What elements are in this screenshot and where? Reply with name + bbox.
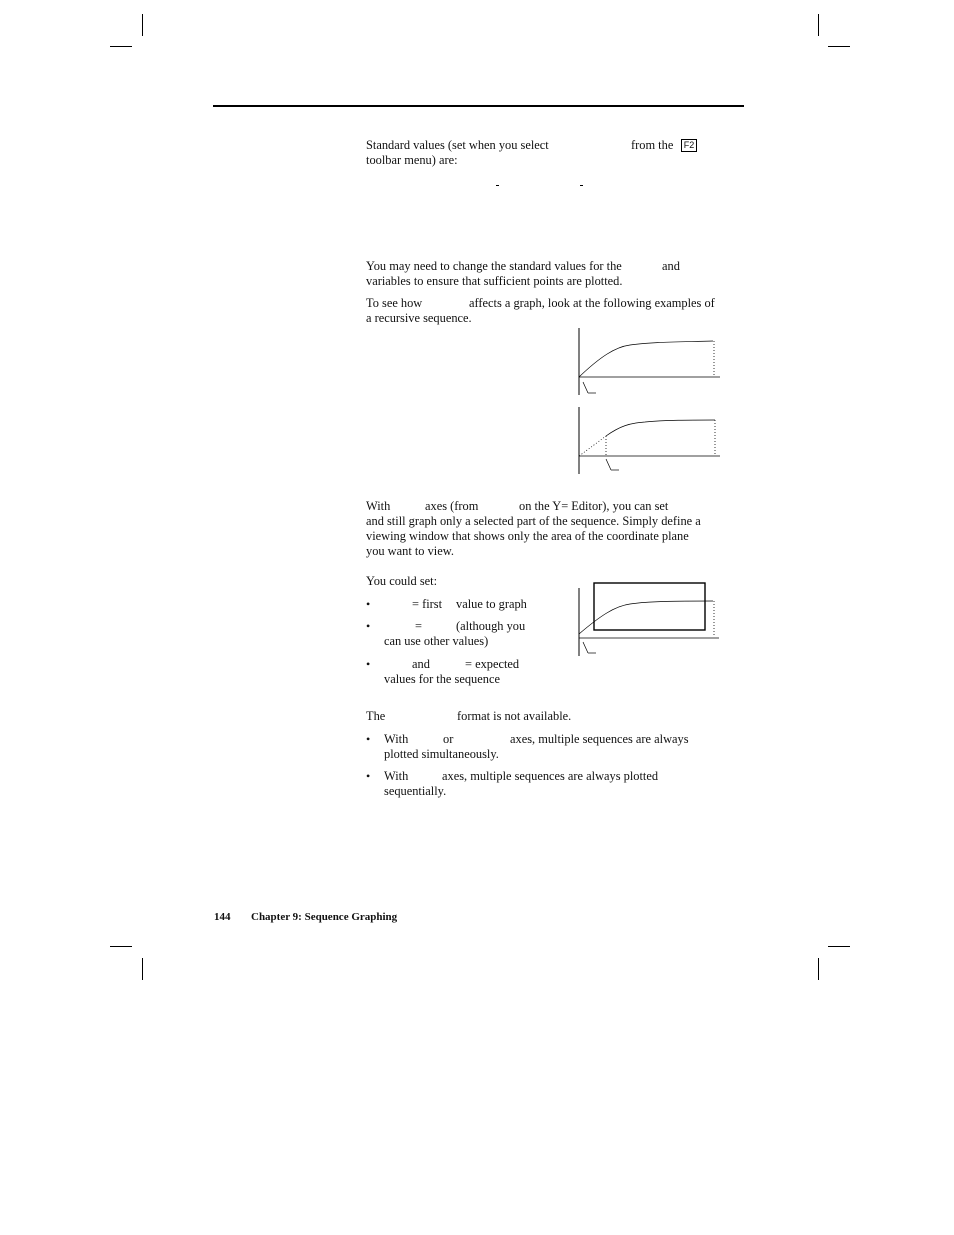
- couldset-b2c: can use other values): [384, 634, 489, 648]
- format-b1a: With: [384, 732, 409, 746]
- withaxes-line3: viewing window that shows only the area of the coordinate plane: [366, 529, 689, 543]
- withaxes-line4: you want to view.: [366, 544, 454, 558]
- format-b2c: sequentially.: [384, 784, 447, 798]
- withaxes-line1c: on the Y= Editor), you can set: [519, 499, 669, 513]
- page-number: 144: [214, 911, 231, 923]
- bullet: •: [366, 657, 371, 671]
- intro-line2: toolbar menu) are:: [366, 153, 458, 167]
- crop-mark: [828, 46, 850, 47]
- intro-line1b: from the: [631, 138, 674, 152]
- format-line1b: format is not available.: [457, 709, 572, 723]
- couldset-heading: You could set:: [366, 574, 438, 588]
- intro-line1a: Standard values (set when you select: [366, 138, 549, 152]
- couldset-b2a: =: [415, 619, 422, 633]
- crop-mark: [828, 946, 850, 947]
- sequence-graph-2: [570, 404, 730, 479]
- format-b1d: plotted simultaneously.: [384, 747, 499, 761]
- change-line1a: You may need to change the standard values for the: [366, 259, 622, 273]
- format-b1c: axes, multiple sequences are always: [510, 732, 689, 746]
- change-line2: variables to ensure that sufficient points are plotted.: [366, 274, 623, 288]
- crop-mark: [818, 14, 819, 36]
- couldset-b3a: and: [412, 657, 430, 671]
- bullet: •: [366, 597, 371, 611]
- crop-mark: [142, 958, 143, 980]
- bullet: •: [366, 732, 371, 746]
- couldset-b1b: value to graph: [456, 597, 527, 611]
- header-rule: [213, 105, 744, 107]
- seehow-line1a: To see how: [366, 296, 423, 310]
- sequence-graph-3: [570, 578, 730, 658]
- crop-mark: [110, 46, 132, 47]
- bullet: •: [366, 769, 371, 783]
- change-line1b: and: [662, 259, 680, 273]
- seehow-line1b: affects a graph, look at the following examples of: [469, 296, 715, 310]
- crop-mark: [142, 14, 143, 36]
- chapter-title: Chapter 9: Sequence Graphing: [251, 911, 398, 923]
- bullet: •: [366, 619, 371, 633]
- withaxes-line1b: axes (from: [425, 499, 479, 513]
- dash-mark: [496, 185, 499, 186]
- couldset-b1a: = first: [412, 597, 443, 611]
- couldset-b3c: values for the sequence: [384, 672, 500, 686]
- withaxes-line2: and still graph only a selected part of the sequence. Simply define a: [366, 514, 701, 528]
- withaxes-line1a: With: [366, 499, 391, 513]
- seehow-line2: a recursive sequence.: [366, 311, 472, 325]
- crop-mark: [818, 958, 819, 980]
- crop-mark: [110, 946, 132, 947]
- sequence-graph-1: [570, 325, 730, 400]
- format-line1a: The: [366, 709, 386, 723]
- couldset-b2b: (although you: [456, 619, 526, 633]
- f2-key: F2: [681, 139, 697, 152]
- dash-mark: [580, 185, 583, 186]
- format-b2a: With: [384, 769, 409, 783]
- format-b2b: axes, multiple sequences are always plotted: [442, 769, 659, 783]
- couldset-b3b: = expected: [465, 657, 520, 671]
- format-b1b: or: [443, 732, 454, 746]
